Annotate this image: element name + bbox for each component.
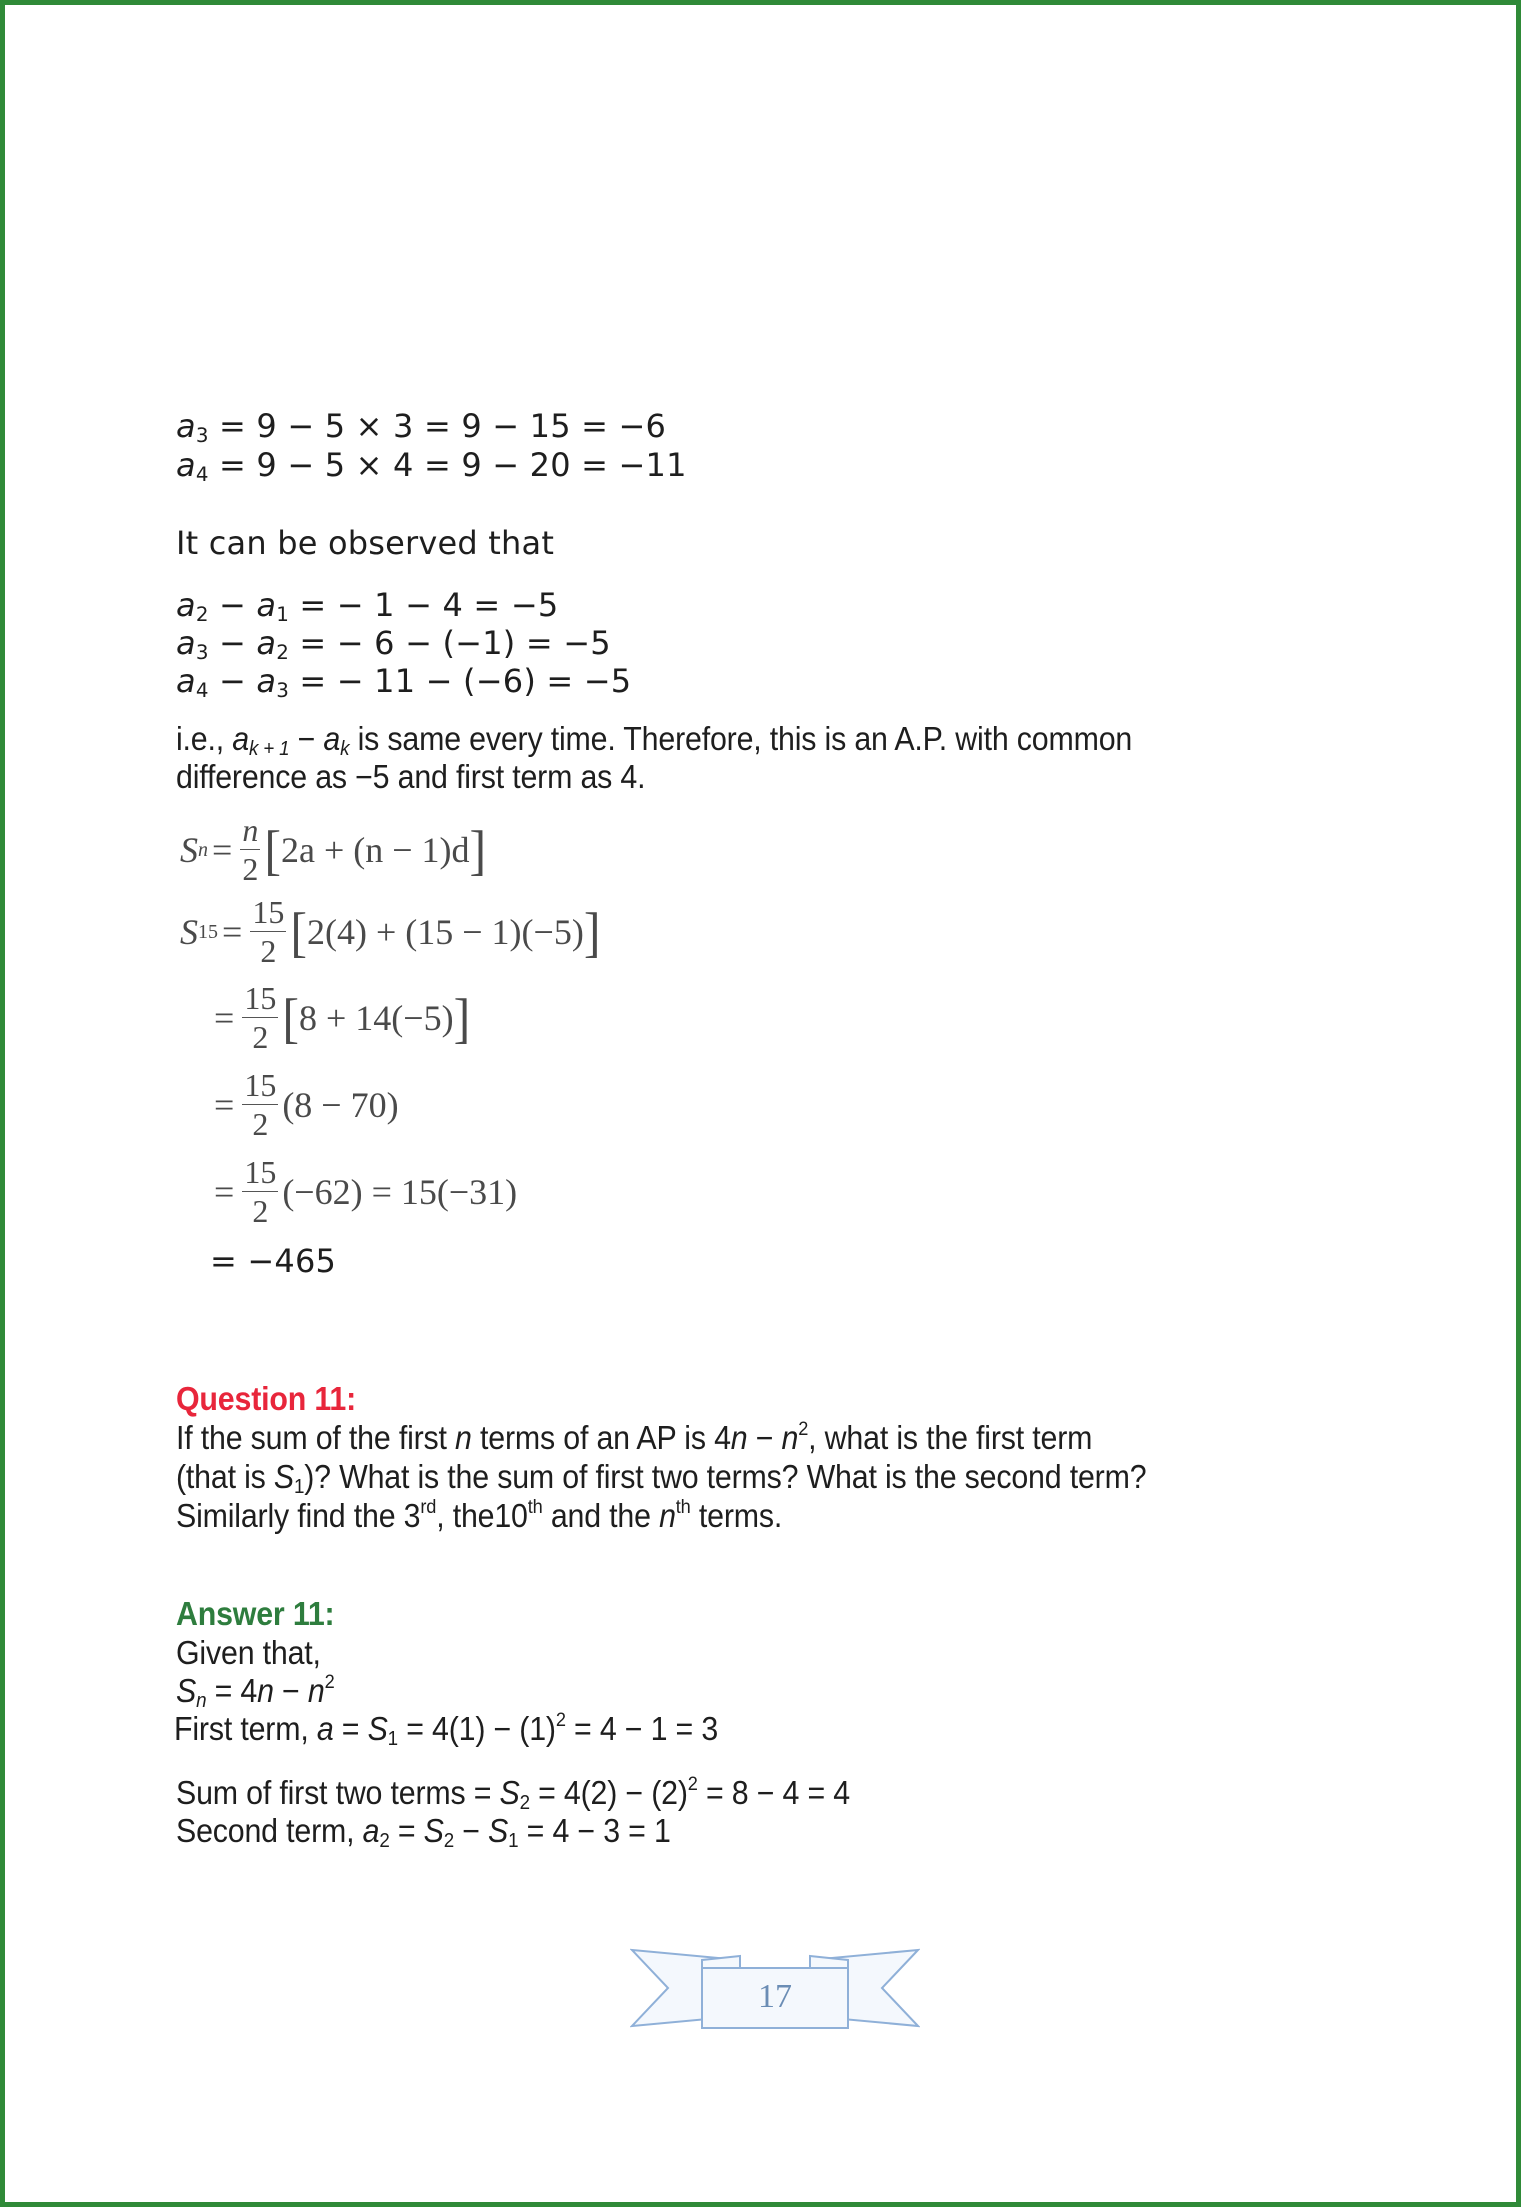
answer-sum-two: Sum of first two terms = $S_2 = 4(2) - (2)^2 = 8 - 4 = 4$ [176,1773,850,1815]
answer-given: Given that, [176,1634,321,1671]
formula-sn: S n = $\frac{n}{2}$ [ 2a + (n − 1)d ] [180,812,487,887]
observed-text: It can be observed that [176,524,555,562]
question-title: Question 11: [176,1380,357,1417]
answer-first-term: First term, $a = S_1 = 4(1) - (1)^2 = 4 - 1 = 3$ [174,1709,719,1751]
diff-line-3: $a_4 - a_3$ = − 11 − (−6) = −5 [176,662,632,702]
ie-line-2: difference as −5 and first term as 4. [176,758,646,795]
page-number: 17 [758,1978,792,2015]
a4-line: $a_4 = 9 - 5 \times 4 = 9 - 20 = -11$ [176,446,687,486]
formula-step-4: = $\frac{15}{2}$ (8 − 70) [214,1067,399,1142]
question-line-3: Similarly find the 3rd, the10th and the $n^{th}$ terms. [176,1496,783,1534]
answer-sn: $S_n = 4n - n^2$ [176,1671,335,1713]
diff-line-1: $a_2 - a_1$ = − 1 − 4 = −5 [176,586,559,626]
formula-s15: S 15 = $\frac{15}{2}$ [ 2(4) + (15 − 1)(−5) ] [180,894,601,969]
question-line-2: (that is $S_1$)? What is the sum of first two terms? What is the second term? [176,1458,1147,1499]
diff-line-2: $a_3 - a_2$ = − 6 − (−1) = −5 [176,624,611,664]
question-line-1: If the sum of the first n terms of an AP is $4n - n^2$, what is the first term [176,1418,1093,1456]
answer-second-term: Second term, $a_2 = S_2 - S_1 = 4 - 3 = 1$ [176,1812,671,1853]
formula-step-5: = $\frac{15}{2}$ (−62) = 15(−31) [214,1154,518,1229]
formula-step-3: = $\frac{15}{2}$ [ 8 + 14(−5) ] [214,980,471,1055]
ie-line: i.e., $a_{k + 1} - a_k$ is same every time. Therefore, this is an A.P. with common [176,720,1133,761]
a3-line: $a_3 = 9 - 5 \times 3 = 9 - 15 = -6$ [176,407,667,447]
answer-title: Answer 11: [176,1595,335,1632]
page-number-ribbon [630,1946,920,2036]
final-result: = −465 [210,1242,337,1280]
